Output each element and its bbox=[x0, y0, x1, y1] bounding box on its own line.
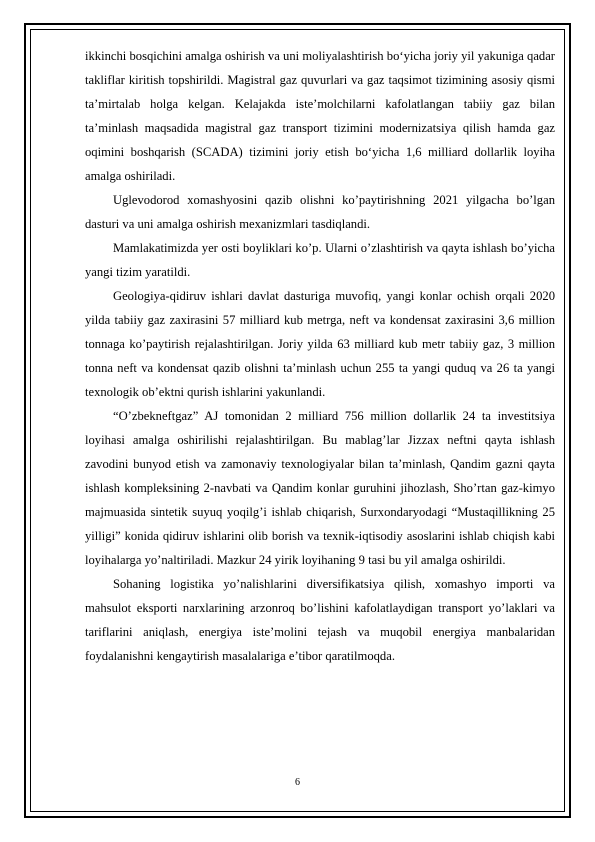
paragraph-continuation: ikkinchi bosqichini amalga oshirish va uni moliyalashtirish bo‘yicha joriy yil yakuniga qadar takliflar kiritish topshirildi. Magistral gaz quvurlari va gaz taqsimot tizimining asosiy qismi taʼmirtalab holga kelgan. Kelajakda isteʼmolchilarni kafolatlangan tabiiy gaz bilan taʼminlash maqsadida magistral gaz transport tizimini modernizatsiya qilish hamda gaz oqimini boshqarish (SCADA) tizimini joriy etish bo‘yicha 1,6 milliard dollarlik loyiha amalga oshiriladi. bbox=[85, 49, 555, 183]
paragraph-hydrocarbon-program: Uglevodorod xomashyosini qazib olishni ko’paytirishning 2021 yilgacha bo’lgan dasturi va uni amalga oshirish mexanizmlari tasdiqlandi. bbox=[85, 193, 555, 231]
paragraph-underground-resources: Mamlakatimizda yer osti boyliklari ko’p. Ularni o’zlashtirish va qayta ishlash bo’yicha yangi tizim yaratildi. bbox=[85, 241, 555, 279]
page-number: 6 bbox=[295, 777, 300, 788]
paragraph-geology-exploration: Geologiya-qidiruv ishlari davlat dasturiga muvofiq, yangi konlar ochish orqali 2020 yilda tabiiy gaz zaxirasini 57 milliard kub metrga, neft va kondensat zaxirasini 3,6 million tonnaga ko’paytirish rejalashtirilgan. Joriy yilda 63 milliard kub metr tabiiy gaz, 3 million tonna neft va kondensat qazib olishni ta’minlash uchun 255 ta yangi quduq va 26 ta yangi texnologik ob’ektni qurish ishlarini yakunlandi. bbox=[85, 289, 555, 399]
paragraph-logistics: Sohaning logistika yo’nalishlarini diversifikatsiya qilish, xomashyo importi va mahsulot eksporti narxlarining arzonroq bo’lishini kafolatlaydigan transport yo’laklari va tariflarini aniqlash, energiya iste’molini tejash va muqobil energiya manbalaridan foydalanishni kengaytirish masalalariga e’tibor qaratilmoqda. bbox=[85, 577, 555, 663]
paragraph-investment-projects: “O’zbekneftgaz” AJ tomonidan 2 milliard 756 million dollarlik 24 ta investitsiya loyihasi amalga oshirilishi rejalashtirilgan. Bu mablag’lar Jizzax neftni qayta ishlash zavodini bunyod etish va zamonaviy texnologiyalar bilan ta’minlash, Qandim gazni qayta ishlash kompleksining 2-navbati va Qandim konlar guruhini jihozlash, Sho’rtan gaz-kimyo majmuasida sintetik suyuq yoqilg’i ishlab chiqarish, Surxondaryodagi “Mustaqillikning 25 yilligi” konida qidiruv ishlarini olib borish va texnik-iqtisodiy asoslarini ishlab chiqish kabi loyihalarga yo’naltiriladi. Mazkur 24 yirik loyihaning 9 tasi bu yil amalga oshirildi. bbox=[85, 409, 555, 567]
document-body bbox=[85, 44, 555, 668]
